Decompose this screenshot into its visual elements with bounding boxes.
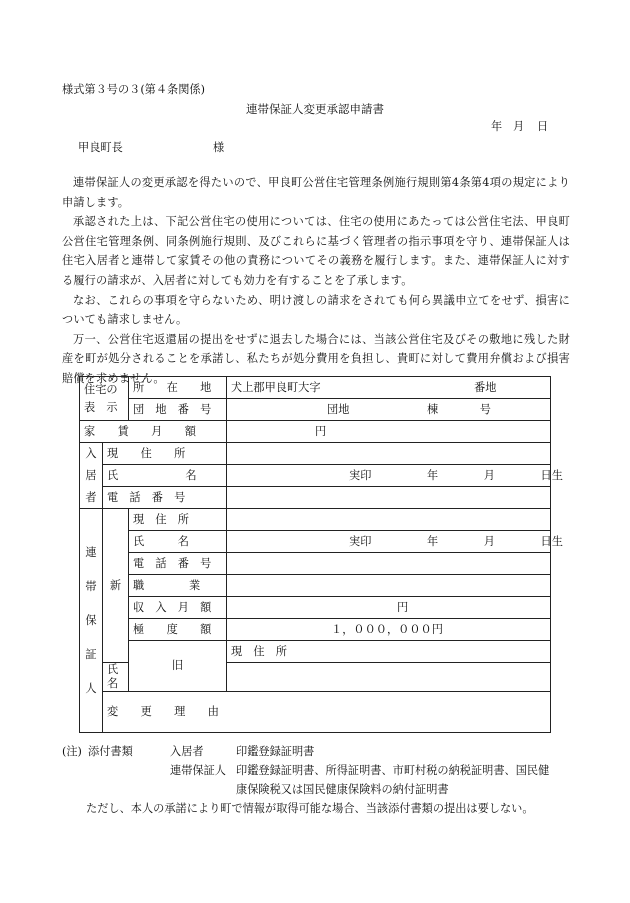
limit-value: １，０００，０００円 <box>227 619 551 641</box>
body-text <box>62 173 570 389</box>
notes-prefix: (注) <box>62 745 82 758</box>
table-row <box>80 399 551 421</box>
application-table <box>79 376 563 733</box>
income-value[interactable]: 円 <box>227 597 551 619</box>
paragraph: 承認された上は、下記公営住宅の使用については、住宅の使用にあたっては公営住宅法、甲良町公営住宅管理条例、同条例施行規則、及びこれらに基づく管理者の指示事項を守り、連帯保証人は住宅入居者と連帯して家賃その他の責務についてその義務を履行します。また、連帯保証人に対する履行の請求が、入居者に対しても効力を有することを了承します。 <box>62 215 570 287</box>
table-row <box>80 597 551 619</box>
notes-guarantor-docs-1: 印鑑登録証明書、所得証明書、市町村税の納税証明書、国民健 <box>236 764 550 777</box>
document-title: 連帯保証人変更承認申請書 <box>246 102 384 116</box>
old-address-label: 現 住 所 <box>227 641 551 663</box>
form-number: 様式第３号の３(第４条関係) <box>62 83 205 96</box>
notes <box>62 742 582 818</box>
resident-name-label: 氏 名 <box>103 465 227 487</box>
resident-phone-value[interactable] <box>227 487 551 509</box>
new-phone-value[interactable] <box>227 553 551 575</box>
table-row <box>80 443 551 465</box>
resident-address-value[interactable] <box>227 443 551 465</box>
old-guarantor-label: 旧 <box>129 641 227 692</box>
new-guarantor-label: 新 <box>103 509 129 663</box>
resident-name-value[interactable]: 実印 年 月 日生 <box>227 465 551 487</box>
new-name-value[interactable]: 実印 年 月 日生 <box>227 531 551 553</box>
date-month: 月 <box>513 120 525 133</box>
new-address-label: 現 住 所 <box>129 509 227 531</box>
resident-phone-label: 電 話 番 号 <box>103 487 227 509</box>
paragraph: 連帯保証人の変更承認を得たいので、甲良町公営住宅管理条例施行規則第4条第4項の規定により申請します。 <box>62 176 570 209</box>
date-year: 年 <box>491 120 503 133</box>
income-label: 収 入 月 額 <box>129 597 227 619</box>
old-name-value[interactable] <box>227 663 551 692</box>
addressee-honorific: 様 <box>213 141 225 154</box>
resident-address-label: 現 住 所 <box>103 443 227 465</box>
new-name-label: 氏 名 <box>129 531 227 553</box>
table-row <box>80 531 551 553</box>
complex-value[interactable]: 団地 棟 号 <box>227 399 551 421</box>
guarantor-label: 連 帯 保 証 人 <box>80 509 103 733</box>
job-value[interactable] <box>227 575 551 597</box>
paragraph: なお、これらの事項を守らないため、明け渡しの請求をされても何ら異議申立てをせず、損害についても請求しません。 <box>62 293 570 327</box>
paragraph: 万一、公営住宅返還届の提出をせずに退去した場合には、当該公営住宅及びその敷地に残した財産を町が処分されることを承諾し、私たちが処分費用を負担し、貴町に対して費用弁償および損害賠償を求めません。 <box>62 332 570 385</box>
addressee-name: 甲良町長 <box>78 141 123 154</box>
resident-label: 入 居 者 <box>80 443 103 509</box>
date-day: 日 <box>537 120 549 133</box>
rent-value[interactable]: 円 <box>227 421 551 443</box>
table-row <box>80 575 551 597</box>
table-row <box>80 487 551 509</box>
table-row <box>80 553 551 575</box>
notes-guarantor: 連帯保証人 <box>170 764 226 777</box>
new-phone-label: 電 話 番 号 <box>129 553 227 575</box>
new-address-value[interactable] <box>227 509 551 531</box>
complex-label: 団 地 番 号 <box>129 399 227 421</box>
table-row <box>80 421 551 443</box>
notes-resident-docs: 印鑑登録証明書 <box>236 745 315 758</box>
notes-footer: ただし、本人の承諾により町で情報が取得可能な場合、当該添付書類の提出は要しない。 <box>86 802 534 815</box>
limit-label: 極 度 額 <box>129 619 227 641</box>
location-value[interactable]: 犬上郡甲良町大字 番地 <box>227 377 551 399</box>
notes-guarantor-docs-2: 康保険税又は国民健康保険料の納付証明書 <box>236 783 449 796</box>
table-row <box>80 619 551 641</box>
table-row <box>80 465 551 487</box>
rent-label: 家 賃 月 額 <box>80 421 227 443</box>
table-row <box>80 692 551 733</box>
table-row <box>80 509 551 531</box>
housing-label: 住宅の 表 示 <box>80 377 129 421</box>
old-name-label: 氏 名 <box>103 663 129 692</box>
attach-label: 添付書類 <box>88 745 133 758</box>
job-label: 職 業 <box>129 575 227 597</box>
notes-resident: 入居者 <box>170 745 204 758</box>
location-label: 所 在 地 <box>129 377 227 399</box>
table-row <box>80 377 551 399</box>
table-row <box>80 641 551 663</box>
reason-label: 変 更 理 由 <box>103 692 551 733</box>
